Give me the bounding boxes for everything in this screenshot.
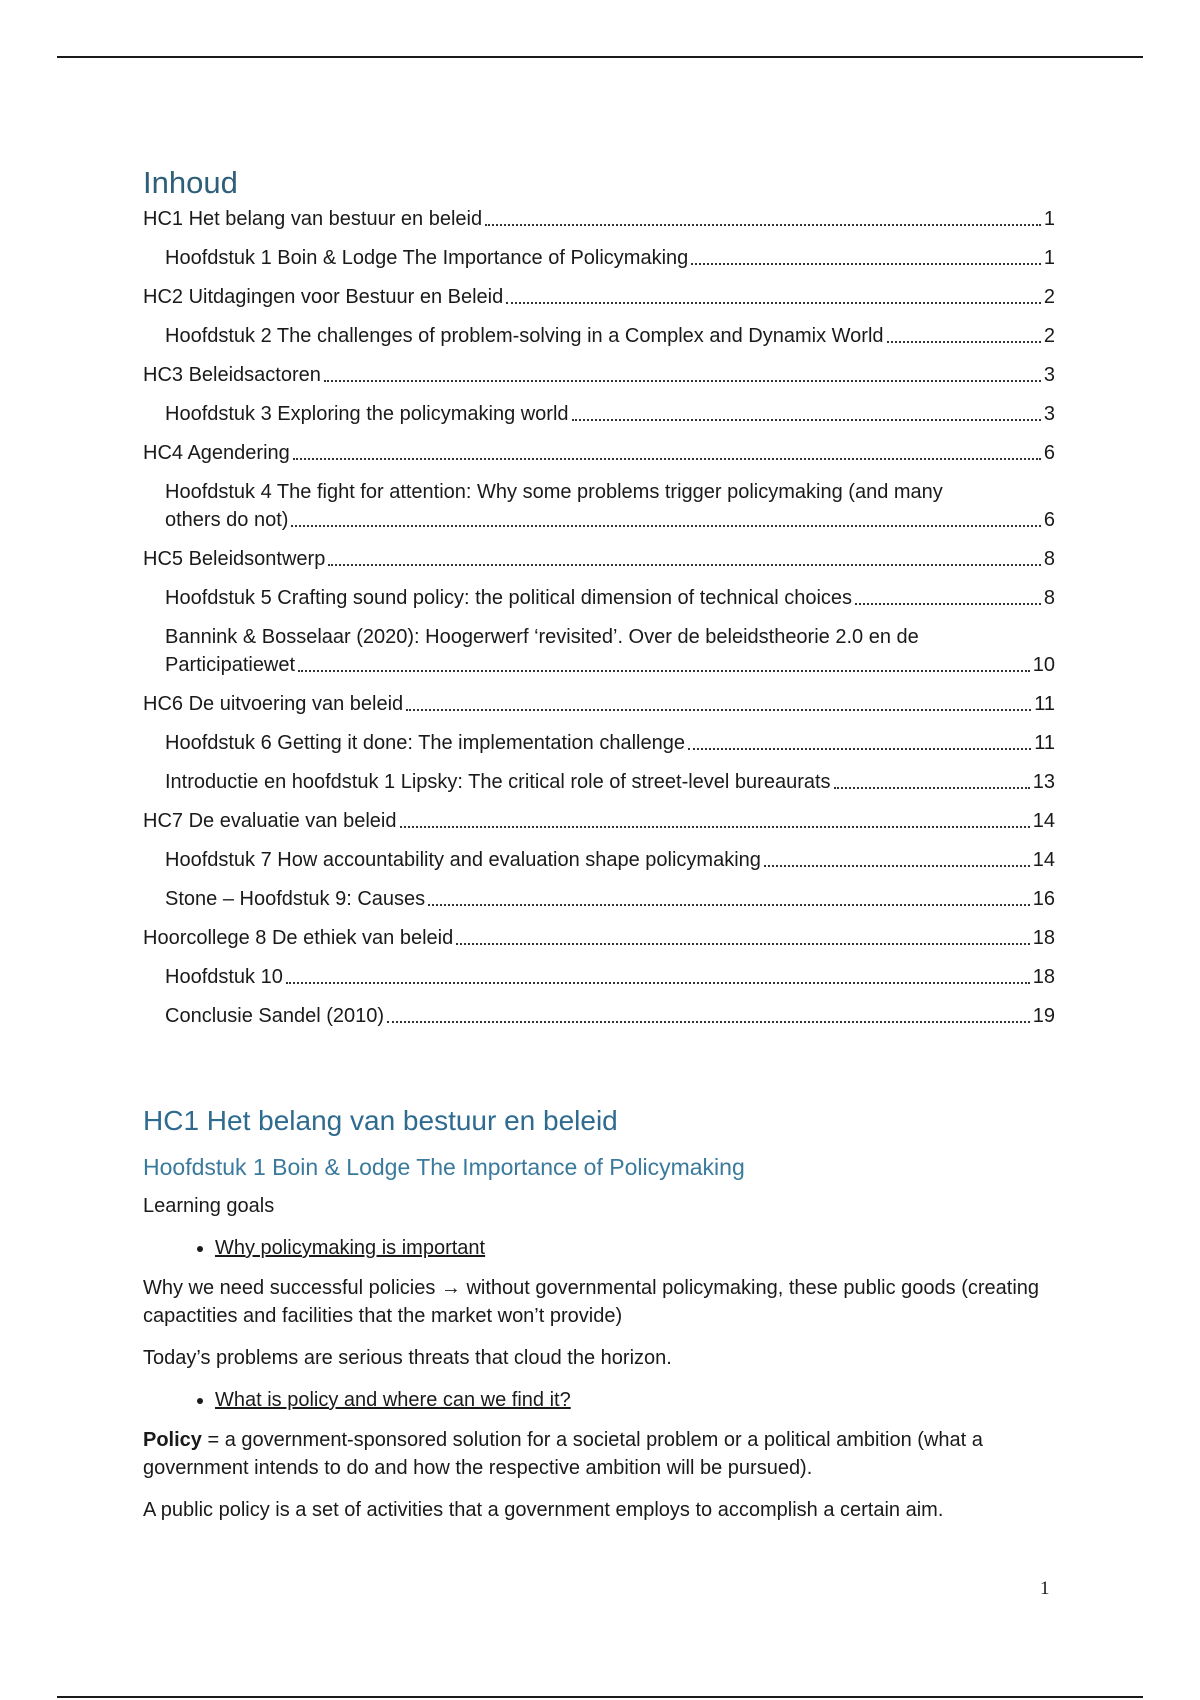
toc-page-number: 1: [1043, 208, 1055, 230]
policy-definition: [143, 1426, 1055, 1482]
toc-page-number: 8: [1043, 548, 1055, 570]
toc-leader: [764, 865, 1030, 867]
toc-page-number: 3: [1043, 403, 1055, 425]
toc-entry-title: Hoofdstuk 5 Crafting sound policy: the political dimension of technical choices: [165, 587, 853, 609]
toc-entry-title: Hoofdstuk 7 How accountability and evaluation shape policymaking: [165, 849, 761, 871]
toc-entry[interactable]: [143, 885, 1055, 913]
toc-entry[interactable]: [143, 963, 1055, 991]
toc-entry[interactable]: [143, 478, 1055, 534]
toc-leader: [485, 224, 1041, 226]
toc-leader: [688, 748, 1031, 750]
toc-heading: Inhoud: [143, 165, 238, 200]
toc-entry[interactable]: [143, 623, 1055, 679]
toc-entry-title: Hoofdstuk 1 Boin & Lodge The Importance of Policymaking: [165, 247, 689, 269]
toc-leader: [328, 564, 1041, 566]
toc-entry-title: Hoofdstuk 4 The fight for attention: Why some problems trigger policymaking (and many: [165, 481, 943, 503]
toc-page-number: 13: [1032, 771, 1055, 793]
toc-page-number: 19: [1032, 1005, 1055, 1027]
toc-leader: [855, 603, 1041, 605]
toc-entry[interactable]: [143, 807, 1055, 835]
goal-item: • Why policymaking is important: [215, 1234, 1055, 1262]
toc-entry-title: Bannink & Bosselaar (2020): Hoogerwerf ‘revisited’. Over de beleidstheorie 2.0 en de: [165, 626, 919, 648]
toc-leader: [293, 458, 1041, 460]
goals-list-2: [143, 1386, 1055, 1414]
toc-page-number: 11: [1034, 693, 1055, 715]
goals-list-1: [143, 1234, 1055, 1262]
paragraph: Why we need successful policies → without governmental policymaking, these public goods (creating capactities and facilities that the market won’t provide): [143, 1277, 1040, 1327]
toc-entry-title: HC6 De uitvoering van beleid: [143, 693, 404, 715]
page-number: 1: [1040, 1578, 1050, 1599]
toc-entry-title: HC7 De evaluatie van beleid: [143, 810, 397, 832]
paragraph: Today’s problems are serious threats that cloud the horizon.: [143, 1347, 672, 1369]
toc-page-number: 14: [1032, 849, 1055, 871]
toc-entry-title: Hoofdstuk 3 Exploring the policymaking world: [165, 403, 569, 425]
toc-entry[interactable]: [143, 768, 1055, 796]
toc-entry-title: Stone – Hoofdstuk 9: Causes: [165, 888, 426, 910]
goal-item: • What is policy and where can we find it?: [215, 1386, 1055, 1414]
toc-page-number: 3: [1043, 364, 1055, 386]
toc-leader: [286, 982, 1030, 984]
toc-leader: [406, 709, 1031, 711]
toc-entry-title: HC4 Agendering: [143, 442, 290, 464]
toc-entry-title-cont: others do not): [165, 509, 289, 531]
toc-entry[interactable]: [143, 244, 1055, 272]
toc-leader: [298, 670, 1030, 672]
toc-entry-title: HC2 Uitdagingen voor Bestuur en Beleid: [143, 286, 504, 308]
toc-entry[interactable]: [143, 924, 1055, 952]
toc-page-number: 8: [1043, 587, 1055, 609]
learning-goals-label: Learning goals: [143, 1195, 275, 1217]
toc-leader: [572, 419, 1041, 421]
toc-leader: [428, 904, 1030, 906]
toc-page-number: 6: [1043, 442, 1055, 464]
footer-rule: [57, 1696, 1143, 1698]
toc-leader: [291, 525, 1040, 527]
toc-page-number: 2: [1043, 286, 1055, 308]
policy-term: Policy: [143, 1429, 202, 1451]
toc-leader: [506, 302, 1041, 304]
toc-entry[interactable]: [143, 1002, 1055, 1030]
toc-leader: [691, 263, 1041, 265]
toc-leader: [324, 380, 1041, 382]
paragraph: A public policy is a set of activities that a government employs to accomplish a certain aim.: [143, 1499, 944, 1521]
document-page: [143, 165, 1055, 1538]
toc-entry-title: Conclusie Sandel (2010): [165, 1005, 385, 1027]
policy-definition-text: = a government-sponsored solution for a societal problem or a political ambition (what a government intends to do and how the respective ambition will be pursued).: [143, 1429, 983, 1479]
toc-page-number: 16: [1032, 888, 1055, 910]
toc-entry[interactable]: [143, 584, 1055, 612]
toc-entry[interactable]: [143, 205, 1055, 233]
toc-leader: [887, 341, 1041, 343]
toc-entry-title: HC5 Beleidsontwerp: [143, 548, 326, 570]
section-title: HC1 Het belang van bestuur en beleid: [143, 1105, 618, 1136]
toc-entry-title: Hoorcollege 8 De ethiek van beleid: [143, 927, 454, 949]
toc-entry-title: HC3 Beleidsactoren: [143, 364, 321, 386]
toc-leader: [400, 826, 1030, 828]
toc-entry-line: [165, 506, 1055, 534]
toc-page-number: 2: [1043, 325, 1055, 347]
toc-leader: [834, 787, 1030, 789]
toc-entry-title-cont: Participatiewet: [165, 654, 296, 676]
toc-entry[interactable]: [143, 283, 1055, 311]
toc-page-number: 18: [1032, 966, 1055, 988]
toc-entry[interactable]: [143, 690, 1055, 718]
toc-entry-title: Hoofdstuk 2 The challenges of problem-solving in a Complex and Dynamix World: [165, 325, 884, 347]
subsection-title: Hoofdstuk 1 Boin & Lodge The Importance of Policymaking: [143, 1154, 745, 1180]
toc-entry[interactable]: [143, 545, 1055, 573]
table-of-contents: [143, 205, 1055, 1030]
toc-entry-title: Hoofdstuk 10: [165, 966, 283, 988]
toc-entry[interactable]: [143, 729, 1055, 757]
toc-page-number: 6: [1043, 509, 1055, 531]
toc-entry[interactable]: [143, 361, 1055, 389]
toc-entry-title: HC1 Het belang van bestuur en beleid: [143, 208, 483, 230]
toc-page-number: 1: [1043, 247, 1055, 269]
toc-page-number: 10: [1032, 654, 1055, 676]
header-rule: [57, 56, 1143, 58]
toc-entry-title: Hoofdstuk 6 Getting it done: The implementation challenge: [165, 732, 685, 754]
toc-entry[interactable]: [143, 846, 1055, 874]
toc-page-number: 18: [1032, 927, 1055, 949]
toc-entry[interactable]: [143, 322, 1055, 350]
toc-entry-title: Introductie en hoofdstuk 1 Lipsky: The critical role of street-level bureaurats: [165, 771, 831, 793]
toc-page-number: 11: [1034, 732, 1055, 754]
toc-leader: [456, 943, 1030, 945]
toc-leader: [387, 1021, 1030, 1023]
toc-entry[interactable]: [143, 439, 1055, 467]
toc-entry[interactable]: [143, 400, 1055, 428]
toc-page-number: 14: [1032, 810, 1055, 832]
toc-entry-line: [165, 651, 1055, 679]
